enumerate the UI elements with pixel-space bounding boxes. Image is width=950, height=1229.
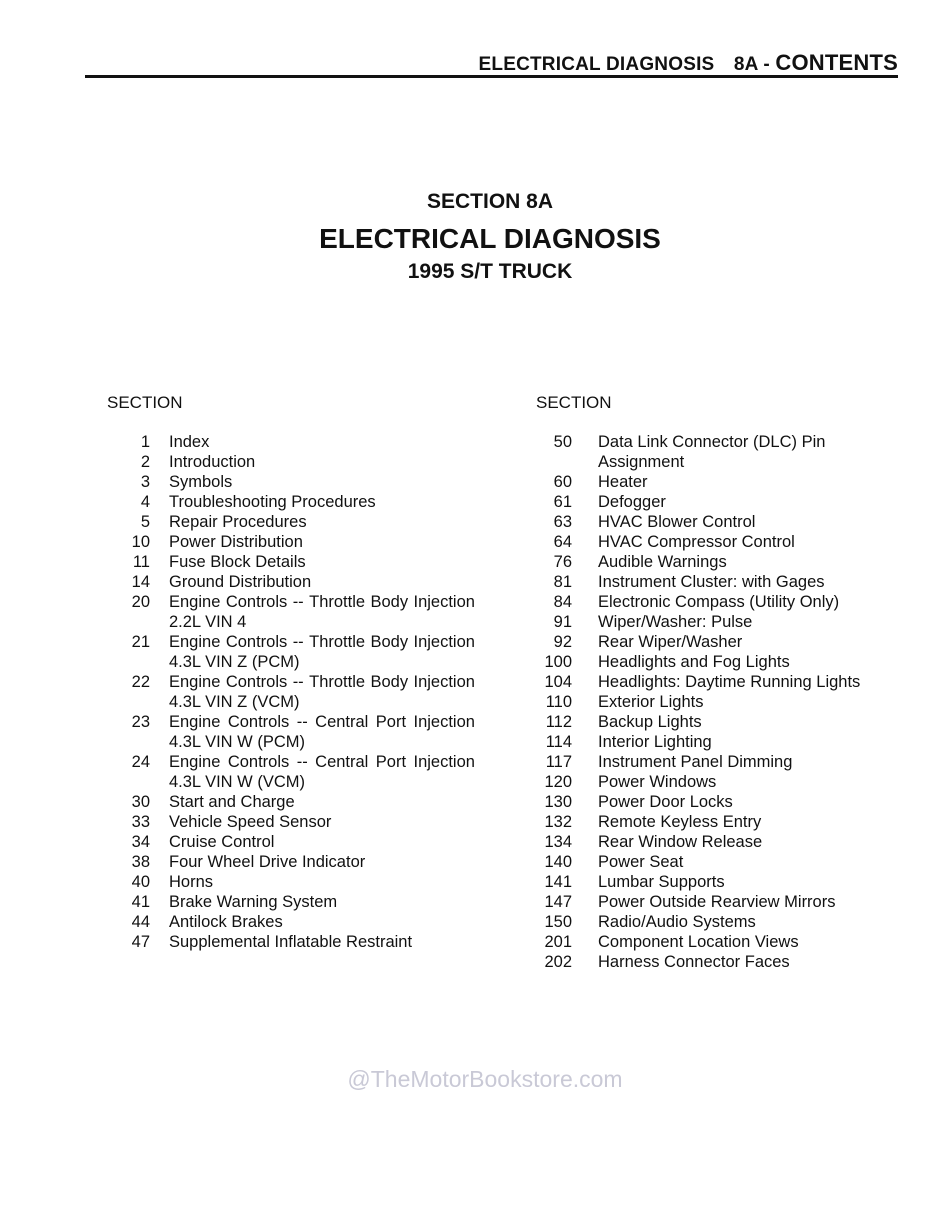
toc-entry-text [169,792,475,812]
toc-entry [536,512,866,532]
toc-entry-text [598,752,866,772]
toc-entry-title: Wiper/Washer: Pulse [598,613,753,631]
toc-entry-title: Power Outside Rearview Mirrors [598,893,836,911]
toc-entry-title: Index [169,433,210,451]
toc-entry-title-continued: 4.3L VIN W (VCM) [169,773,305,791]
toc-entry-title: Heater [598,473,648,491]
toc-entry [107,452,475,472]
toc-entry-text [169,512,475,532]
toc-entry-text [169,532,475,552]
toc-entry-text [169,492,475,512]
toc-entry [107,832,475,852]
toc-entry [107,752,475,792]
toc-entry-text [169,912,475,932]
toc-entry-number: 11 [132,553,150,571]
toc-entry-number: 104 [544,673,572,691]
toc-left-heading: SECTION [107,393,183,412]
toc-entry-number: 81 [553,573,572,591]
toc-entry [536,772,866,792]
toc-entry [107,792,475,812]
toc-entry-title: Vehicle Speed Sensor [169,813,332,831]
toc-entry-text [598,932,866,952]
toc-entry-title-continued: 4.3L VIN Z (PCM) [169,653,300,671]
toc-entry-text [169,812,475,832]
toc-entry [536,492,866,512]
toc-entry-title: Defogger [598,493,666,511]
toc-entry-text [598,432,866,472]
toc-entry-title: Remote Keyless Entry [598,813,762,831]
toc-entry-text [598,552,866,572]
toc-entry-text [598,852,866,872]
toc-entry-number: 24 [131,753,150,771]
toc-entry-text [598,612,866,632]
toc-entry [536,912,866,932]
toc-entry-number: 41 [131,893,150,911]
toc-entry-text [598,692,866,712]
toc-entry [536,892,866,912]
toc-entry-text [169,892,475,912]
toc-entry-text [598,812,866,832]
toc-entry-title: Four Wheel Drive Indicator [169,853,366,871]
toc-entry-number: 2 [140,453,150,471]
toc-entry-number: 21 [131,633,150,651]
toc-entry-number: 34 [131,833,150,851]
toc-entry [536,592,866,612]
toc-entry-title: Power Door Locks [598,793,733,811]
toc-entry-title: Troubleshooting Procedures [169,493,376,511]
toc-entry-number: 117 [545,753,572,771]
toc-entry [536,952,866,972]
toc-entry-text [598,532,866,552]
toc-right-heading: SECTION [536,393,612,412]
toc-entry-number: 84 [553,593,572,611]
toc-entry-title: HVAC Compressor Control [598,533,795,551]
toc-entry-text [598,592,866,612]
toc-entry-text [169,632,475,672]
toc-entry-title: Engine Controls -- Central Port Injection [169,713,475,731]
toc-entry-title: Engine Controls -- Throttle Body Injection [169,633,475,651]
toc-entry-title: Ground Distribution [169,573,312,591]
toc-entry-text [169,852,475,872]
toc-entry-number: 140 [544,853,572,871]
toc-entry-title: Power Distribution [169,533,303,551]
toc-entry-number: 134 [544,833,572,851]
toc-entry [107,812,475,832]
toc-entry [107,472,475,492]
toc-entry [107,432,475,452]
toc-entry-title: Radio/Audio Systems [598,913,756,931]
toc-entry-number: 130 [544,793,572,811]
page-subtitle: 1995 S/T TRUCK [407,260,573,283]
toc-entry-title: Data Link Connector (DLC) Pin [598,433,826,451]
toc-entry-title: Engine Controls -- Throttle Body Injection [169,593,475,611]
toc-entry [107,592,475,632]
toc-entry-number: 61 [553,493,572,511]
toc-entry-title: Rear Wiper/Washer [598,633,743,651]
toc-entry-number: 38 [131,853,150,871]
toc-entry [107,552,475,572]
toc-entry-title: Audible Warnings [598,553,727,571]
toc-entry-title: Repair Procedures [169,513,307,531]
toc-entry-number: 91 [553,613,572,631]
toc-entry [536,712,866,732]
toc-entry-text [598,872,866,892]
toc-entry-number: 76 [553,553,572,571]
toc-entry-text [169,712,475,752]
toc-entry-number: 141 [544,873,572,891]
toc-entry-title: Instrument Panel Dimming [598,753,793,771]
toc-entry-number: 147 [544,893,572,911]
toc-entry [536,792,866,812]
toc-entry-text [598,572,866,592]
toc-entry-text [598,912,866,932]
toc-entry-title: Introduction [169,453,256,471]
toc-entry-number: 92 [553,633,572,651]
toc-right-list [536,432,866,972]
toc-entry [107,932,475,952]
toc-entry [107,632,475,672]
toc-entry-title: Supplemental Inflatable Restraint [169,933,413,951]
toc-entry-title: Power Windows [598,773,717,791]
toc-entry-number: 150 [544,913,572,931]
toc-entry [536,852,866,872]
toc-entry-number: 50 [553,433,572,451]
toc-entry [107,532,475,552]
toc-entry-number: 112 [545,713,572,731]
toc-entry [107,712,475,752]
toc-entry [536,932,866,952]
section-label: SECTION 8A [426,190,554,213]
toc-entry-number: 132 [544,813,572,831]
toc-entry-title: Horns [169,873,214,891]
toc-entry-text [598,712,866,732]
toc-entry-title: Exterior Lights [598,693,704,711]
toc-entry [107,872,475,892]
running-header-contents: CONTENTS [775,50,898,75]
toc-entry [536,532,866,552]
toc-entry-text [598,892,866,912]
toc-entry-text [598,772,866,792]
toc-entry [107,572,475,592]
toc-entry [536,652,866,672]
toc-entry [536,752,866,772]
toc-entry-number: 22 [131,673,150,691]
toc-entry-number: 23 [131,713,150,731]
header-rule [85,75,898,78]
toc-entry [536,692,866,712]
toc-left-column [107,393,475,952]
toc-entry-number: 14 [131,573,150,591]
toc-entry-text [169,832,475,852]
page-title: ELECTRICAL DIAGNOSIS [319,223,661,254]
toc-entry-text [169,572,475,592]
toc-entry-number: 110 [545,693,572,711]
toc-entry-number: 33 [131,813,150,831]
toc-entry-title: Engine Controls -- Central Port Injection [169,753,475,771]
toc-entry-title: Start and Charge [169,793,295,811]
toc-entry-title: Fuse Block Details [169,553,306,571]
toc-entry-number: 1 [140,433,150,451]
toc-entry-number: 4 [140,493,150,511]
toc-entry-number: 201 [544,933,572,951]
toc-entry-text [598,732,866,752]
toc-entry-text [169,472,475,492]
toc-entry-number: 44 [131,913,150,931]
toc-entry [107,672,475,712]
toc-entry-title: Headlights: Daytime Running Lights [598,673,861,691]
toc-entry-text [169,672,475,712]
toc-left-list [107,432,475,952]
toc-entry-number: 63 [553,513,572,531]
watermark: @TheMotorBookstore.com [347,1066,623,1092]
toc-entry-text [169,432,475,452]
toc-entry-title: Interior Lighting [598,733,712,751]
toc-entry-number: 47 [131,933,150,951]
toc-entry-title: Antilock Brakes [169,913,283,931]
toc-entry-number: 5 [140,513,150,531]
toc-entry-text [598,492,866,512]
toc-entry-text [598,832,866,852]
toc-entry [536,732,866,752]
toc-entry-number: 60 [553,473,572,491]
toc-entry-title: Component Location Views [598,933,799,951]
toc-entry [536,872,866,892]
toc-entry-title: HVAC Blower Control [598,513,756,531]
toc-entry-number: 10 [131,533,150,551]
toc-entry [107,852,475,872]
toc-entry-number: 114 [545,733,572,751]
toc-entry-title: Brake Warning System [169,893,338,911]
toc-entry [536,572,866,592]
toc-entry-title: Harness Connector Faces [598,953,790,971]
toc-entry-text [598,512,866,532]
toc-entry-text [169,592,475,632]
toc-entry-text [169,932,475,952]
toc-entry-text [598,792,866,812]
toc-entry-title: Electronic Compass (Utility Only) [598,593,840,611]
toc-entry [536,832,866,852]
toc-entry [536,552,866,572]
toc-entry-number: 120 [544,773,572,791]
toc-entry-title: Backup Lights [598,713,702,731]
toc-entry [107,492,475,512]
toc-entry-title: Headlights and Fog Lights [598,653,790,671]
running-header-section-code: 8A [733,54,758,75]
toc-entry-text [598,632,866,652]
running-header [479,50,898,76]
toc-entry-text [169,552,475,572]
toc-entry-title: Symbols [169,473,233,491]
toc-entry-text [598,952,866,972]
toc-entry [536,672,866,692]
toc-entry-title: Rear Window Release [598,833,763,851]
toc-entry-title: Cruise Control [169,833,275,851]
toc-entry-number: 64 [553,533,572,551]
toc-entry-text [598,672,866,692]
toc-entry [107,912,475,932]
toc-entry-title-continued: 4.3L VIN W (PCM) [169,733,305,751]
toc-entry-number: 100 [544,653,572,671]
toc-entry-text [598,472,866,492]
toc-entry-title: Engine Controls -- Throttle Body Injection [169,673,475,691]
toc-entry [107,512,475,532]
toc-entry-text [169,872,475,892]
toc-entry-number: 3 [140,473,150,491]
toc-entry [536,432,866,472]
toc-entry [536,612,866,632]
toc-entry-number: 202 [544,953,572,971]
toc-entry-title: Lumbar Supports [598,873,725,891]
toc-entry-text [169,752,475,792]
toc-entry-title-continued: Assignment [598,453,685,471]
toc-entry-number: 30 [131,793,150,811]
toc-entry-title-continued: 4.3L VIN Z (VCM) [169,693,300,711]
toc-entry-number: 20 [131,593,150,611]
toc-entry-text [598,652,866,672]
toc-entry [107,892,475,912]
toc-entry-number: 40 [131,873,150,891]
running-header-separator: - [763,54,770,75]
toc-entry-text [169,452,475,472]
toc-entry-title-continued: 2.2L VIN 4 [169,613,247,631]
toc-entry-title: Power Seat [598,853,684,871]
toc-entry [536,812,866,832]
toc-right-column [536,393,866,972]
toc-entry-title: Instrument Cluster: with Gages [598,573,825,591]
running-header-title: ELECTRICAL DIAGNOSIS [478,54,715,75]
toc-entry [536,632,866,652]
toc-entry [536,472,866,492]
